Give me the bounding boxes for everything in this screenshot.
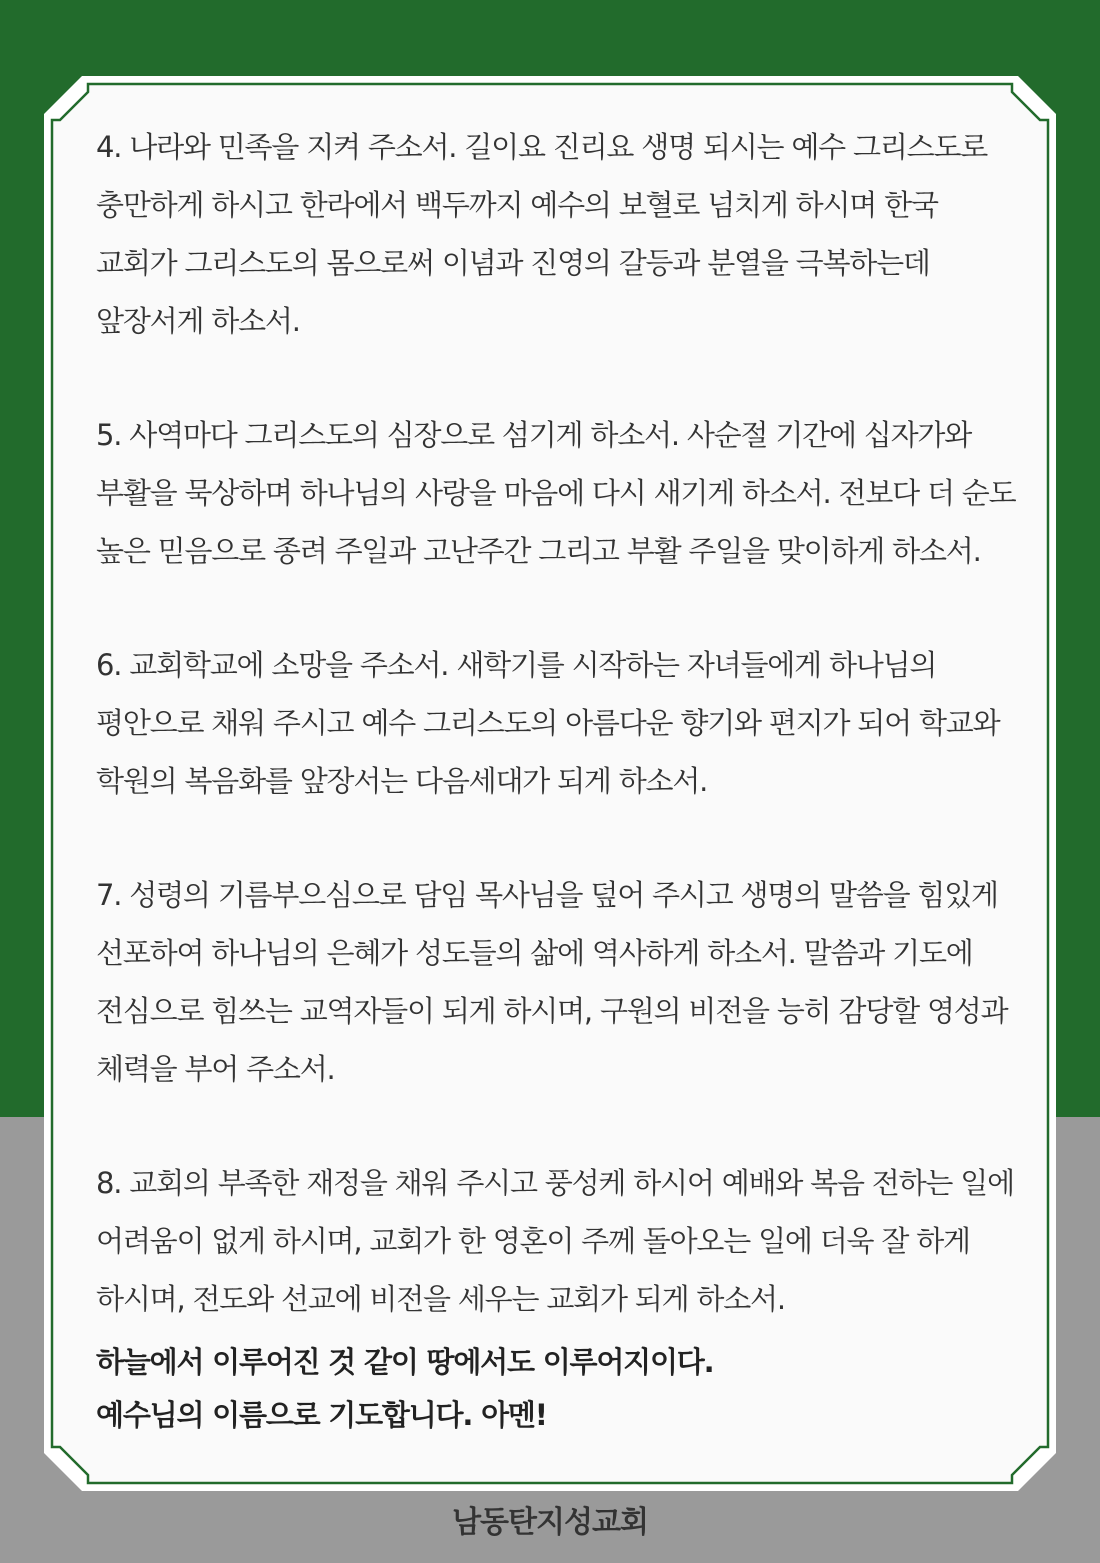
closing-line-2: 예수님의 이름으로 기도합니다. 아멘! [96, 1398, 547, 1432]
church-name-footer: 남동탄지성교회 [452, 1505, 648, 1540]
prayer-paragraph-8: 8. 교회의 부족한 재정을 채워 주시고 풍성케 하시어 예배와 복음 전하는 일에 어려움이 없게 하시며, 교회가 한 영혼이 주께 돌아오는 일에 더욱 잘 하게 하시며, 전도와 선교에 비전을 세우는 교회가 되게 하소서. [96, 1166, 1014, 1316]
prayer-paragraph-4: 4. 나라와 민족을 지켜 주소서. 길이요 진리요 생명 되시는 예수 그리스도로 충만하게 하시고 한라에서 백두까지 예수의 보혈로 넘치게 하시며 한국 교회가 그리스도의 몸으로써 이념과 진영의 갈등과 분열을 극복하는데 앞장서게 하소서. [96, 130, 988, 338]
prayer-paragraph-5: 5. 사역마다 그리스도의 심장으로 섬기게 하소서. 사순절 기간에 십자가와 부활을 묵상하며 하나님의 사랑을 마음에 다시 새기게 하소서. 전보다 더 순도 높은 믿음으로 종려 주일과 고난주간 그리고 부활 주일을 맞이하게 하소서. [96, 418, 1016, 568]
prayer-paragraph-7: 7. 성령의 기름부으심으로 담임 목사님을 덮어 주시고 생명의 말씀을 힘있게 선포하여 하나님의 은혜가 성도들의 삶에 역사하게 하소서. 말씀과 기도에 전심으로 힘쓰는 교역자들이 되게 하시며, 구원의 비전을 능히 감당할 영성과 체력을 부어 주소서. [96, 878, 1008, 1086]
prayer-content [96, 118, 1016, 1442]
closing-prayer [96, 1336, 1016, 1442]
closing-line-1: 하늘에서 이루어진 것 같이 땅에서도 이루어지이다. [96, 1345, 714, 1379]
prayer-paragraph-6: 6. 교회학교에 소망을 주소서. 새학기를 시작하는 자녀들에게 하나님의 평안으로 채워 주시고 예수 그리스도의 아름다운 향기와 편지가 되어 학교와 학원의 복음화를 앞장서는 다음세대가 되게 하소서. [96, 648, 1000, 798]
